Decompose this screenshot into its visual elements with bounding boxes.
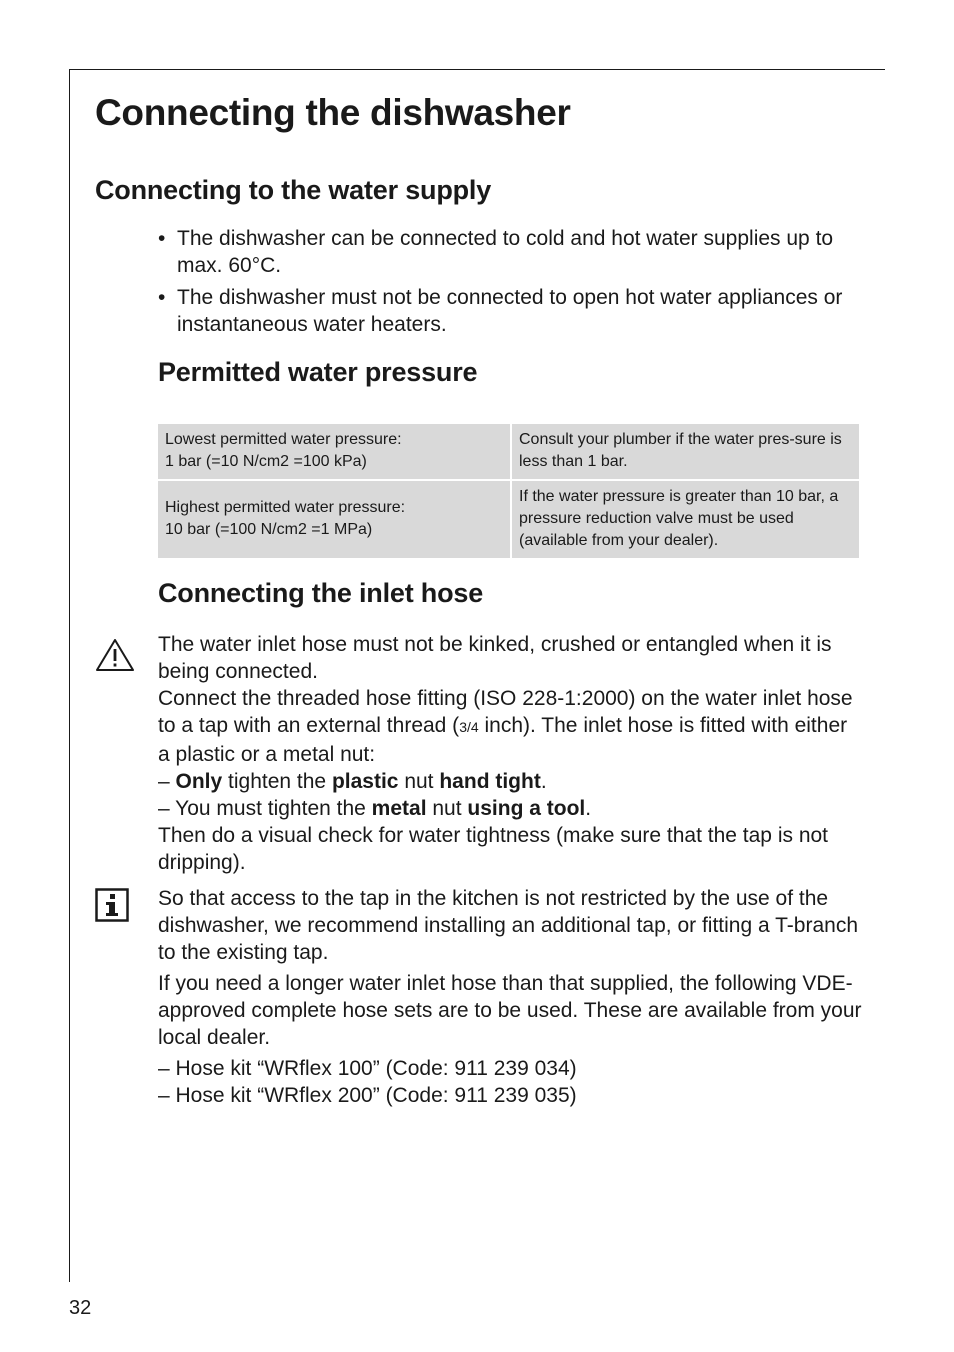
bullet-dot-icon: •	[158, 286, 166, 309]
page-title: Connecting the dishwasher	[95, 92, 571, 133]
instruction-text: nut	[426, 797, 468, 820]
info-paragraph: If you need a longer water inlet hose than that supplied, the following VDE-approved complete hose sets are to be used. These are available from your local dealer.	[158, 972, 862, 1049]
inlet-hose-info-text	[158, 885, 863, 1109]
information-icon	[95, 888, 129, 927]
table-cell-pressure-limit	[158, 424, 511, 480]
thread-fraction: 3/4	[459, 719, 479, 735]
table-row	[158, 480, 859, 558]
bullet-text: The dishwasher can be connected to cold and hot water supplies up to max. 60°C.	[177, 227, 834, 277]
warning-paragraph: The water inlet hose must not be kinked, crushed or entangled when it is being connected.	[158, 633, 832, 683]
pressure-label: Highest permitted water pressure:	[165, 499, 406, 516]
page-frame-top-rule	[69, 69, 885, 70]
emphasis-text: using a tool	[467, 797, 586, 820]
page-number: 32	[69, 1297, 92, 1319]
connection-paragraph	[158, 685, 863, 768]
table-cell-pressure-note	[511, 424, 859, 480]
inlet-hose-warning-text	[158, 631, 863, 876]
section-heading-inlet-hose: Connecting the inlet hose	[158, 578, 484, 608]
table-row	[158, 424, 859, 480]
pressure-value: 10 bar (=100 N/cm2 =1 MPa)	[165, 521, 373, 538]
info-paragraph: So that access to the tap in the kitchen is not restricted by the use of the dishwasher, we recommend installing an additional tap, or fitting a T-branch to the existing tap.	[158, 887, 859, 964]
bullet-dot-icon: •	[158, 227, 166, 250]
section-heading-water-supply: Connecting to the water supply	[95, 175, 492, 205]
emphasis-text: plastic	[331, 770, 399, 793]
section-heading-pressure: Permitted water pressure	[158, 357, 478, 387]
pressure-table	[158, 424, 859, 558]
page-frame-left-rule	[69, 69, 70, 1282]
pressure-note: If the water pressure is greater than 10 bar, a pressure reduction valve must be used (available from your dealer).	[519, 488, 839, 549]
instruction-text: nut	[398, 770, 440, 793]
hose-kit-item: – Hose kit “WRflex 100” (Code: 911 239 034)	[158, 1057, 577, 1080]
pressure-note: Consult your plumber if the water pres-sure is less than 1 bar.	[519, 431, 842, 470]
connection-text: Connect the threaded hose fitting (ISO 228-1:2000) on the water inlet hose to a tap with an external thread (	[158, 687, 853, 737]
plastic-nut-instruction	[158, 768, 863, 795]
emphasis-text: metal	[371, 797, 427, 820]
table-cell-pressure-note	[511, 480, 859, 558]
connection-text: inch). The inlet hose is fitted with either a plastic or a metal nut:	[158, 714, 848, 766]
pressure-label: Lowest permitted water pressure:	[165, 431, 402, 448]
hose-kit-item: – Hose kit “WRflex 200” (Code: 911 239 035)	[158, 1084, 577, 1107]
metal-nut-instruction	[158, 795, 863, 822]
bullet-item	[158, 225, 858, 279]
instruction-text: tighten the	[222, 770, 332, 793]
dash: –	[158, 770, 176, 793]
pressure-value: 1 bar (=10 N/cm2 =100 kPa)	[165, 453, 367, 470]
instruction-text: .	[585, 797, 592, 820]
instruction-text: You must tighten the	[175, 797, 372, 820]
visual-check-paragraph: Then do a visual check for water tightness (make sure that the tap is not dripping).	[158, 824, 829, 874]
bullet-text: The dishwasher must not be connected to open hot water appliances or instantaneous water heaters.	[177, 286, 843, 336]
table-cell-pressure-limit	[158, 480, 511, 558]
instruction-text: .	[540, 770, 547, 793]
dash: –	[158, 797, 176, 820]
warning-triangle-icon	[95, 638, 135, 677]
emphasis-text: hand tight	[439, 770, 541, 793]
emphasis-text: Only	[175, 770, 223, 793]
bullet-item	[158, 284, 858, 338]
